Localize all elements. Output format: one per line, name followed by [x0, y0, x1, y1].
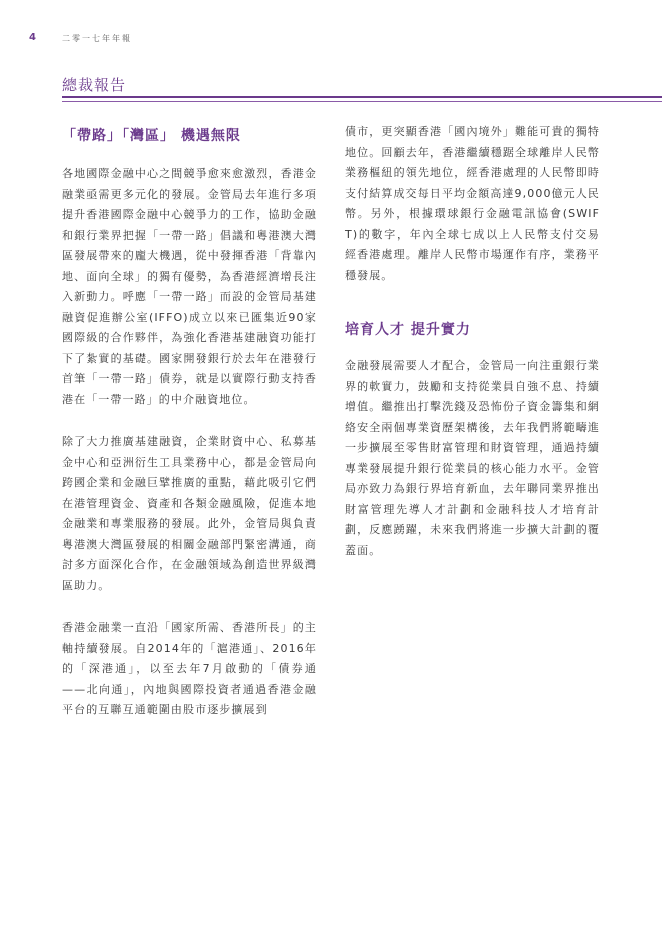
paragraph: 金融發展需要人才配合，金管局一向注重銀行業界的軟實力，鼓勵和支持從業員自強不息、持續增值。繼推出打擊洗錢及恐怖份子資金籌集和網絡安全兩個專業資歷架構後，去年我們將範疇進一步擴展至零售財富管理和財資管理，通過持續專業發展提升銀行從業員的核心能力水平。金管局亦致力為銀行界培育新血，去年聯同業界推出財富管理先導人才計劃和金融科技人才培育計劃，反應踴躍，未來我們將進一步擴大計劃的覆蓋面。: [345, 359, 600, 557]
paragraph: 除了大力推廣基建融資，企業財資中心、私募基金中心和亞洲衍生工具業務中心，都是金管局向跨國企業和金融巨擘推廣的重點，藉此吸引它們在港管理資金、資產和各類金融風險，促進本地金融業和專業服務的發展。此外，金管局與負責粵港澳大灣區發展的相關金融部門緊密溝通，商討多方面深化合作，在金融領域為創造世界級灣區助力。: [62, 435, 317, 592]
section-title: 總裁報告: [62, 76, 127, 94]
header-rule-thin: [62, 101, 662, 102]
right-column: [345, 120, 600, 583]
running-header: 二零一七年年報: [62, 34, 132, 43]
heading-belt-road-bay-area: 「帶路」「灣區」 機遇無限: [62, 128, 241, 144]
page-number: 4: [29, 32, 36, 43]
paragraph: 香港金融業一直沿「國家所需、香港所長」的主軸持續發展。自2014年的「滬港通」、2016年的「深港通」，以至去年7月啟動的「債券通——北向通」，內地與國際投資者通過香港金融平台的互聯互通範圍由股市逐步擴展到: [62, 621, 317, 716]
paragraph: 債市，更突顯香港「國內境外」難能可貴的獨特地位。回顧去年，香港繼續穩踞全球離岸人民幣業務樞紐的領先地位，經香港處理的人民幣即時支付結算成交每日平均金額高達9,000億元人民幣。另外，根據環球銀行金融電訊協會(SWIFT)的數字，年內全球七成以上人民幣支付交易經香港處理。離岸人民幣市場運作有序，業務平穩發展。: [345, 125, 600, 282]
heading-talent: 培育人才 提升實力: [345, 322, 471, 338]
paragraph: 各地國際金融中心之間競爭愈來愈激烈，香港金融業亟需更多元化的發展。金管局去年進行多項提升香港國際金融中心競爭力的工作，協助金融和銀行業界把握「一帶一路」倡議和粵港澳大灣區發展帶來的龐大機遇，從中發揮香港「背靠內地、面向全球」的獨有優勢，為香港經濟增長注入新動力。呼應「一帶一路」而設的金管局基建融資促進辦公室(IFFO)成立以來已匯集近90家國際級的合作夥伴，為強化香港基建融資功能打下了紮實的基礎。國家開發銀行於去年在港發行首筆「一帶一路」債券，就是以實際行動支持香港在「一帶一路」的中介融資地位。: [62, 167, 317, 406]
header-rule: [62, 96, 662, 98]
left-column: [62, 120, 317, 743]
